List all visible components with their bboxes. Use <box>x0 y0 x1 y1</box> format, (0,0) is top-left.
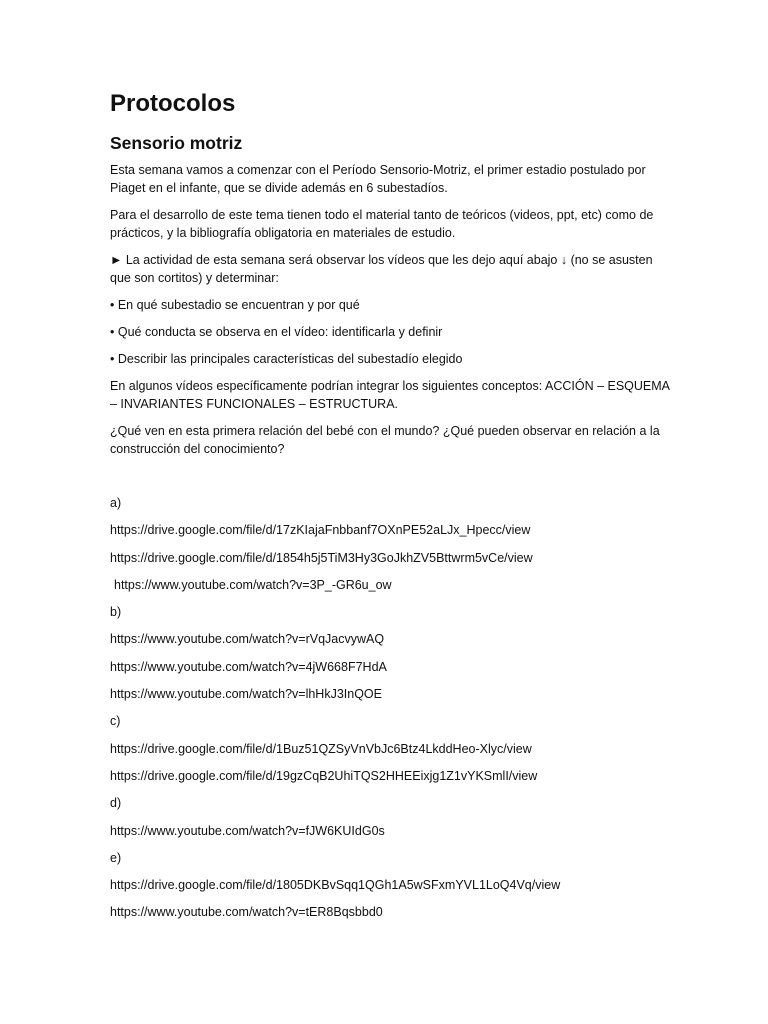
video-link-list <box>110 494 670 921</box>
video-link[interactable]: https://www.youtube.com/watch?v=lhHkJ3InQOE <box>110 687 382 702</box>
group-label-d: d) <box>110 796 122 811</box>
video-link[interactable]: https://drive.google.com/file/d/17zKIajaFnbbanf7OXnPE52aLJx_Hpecc/view <box>110 523 531 538</box>
material-paragraph: Para el desarrollo de este tema tienen todo el material tanto de teóricos (videos, ppt, etc) como de prácticos, y la bibliografía obligatoria en materiales de estudio. <box>110 208 654 240</box>
video-link[interactable]: https://www.youtube.com/watch?v=3P_-GR6u_ow <box>114 577 392 592</box>
group-label-a: a) <box>110 496 122 510</box>
document-page <box>110 86 670 931</box>
intro-paragraph: Esta semana vamos a comenzar con el Período Sensorio-Motriz, el primer estadio postulado por Piaget en el infante, que se divide además en 6 subestadíos. <box>110 163 646 195</box>
video-link[interactable]: https://drive.google.com/file/d/1854h5j5TiM3Hy3GoJkhZV5Bttwrm5vCe/view <box>110 550 533 565</box>
concepts-paragraph: En algunos vídeos específicamente podrían integrar los siguientes conceptos: ACCIÓN – ESQUEMA – INVARIANTES FUNCIONALES – ESTRUCTURA. <box>110 379 670 411</box>
video-link[interactable]: https://www.youtube.com/watch?v=tER8Bqsbbd0 <box>110 905 383 920</box>
video-link[interactable]: https://www.youtube.com/watch?v=4jW668F7HdA <box>110 659 387 674</box>
activity-paragraph: ► La actividad de esta semana será observar los vídeos que les dejo aquí abajo ↓ (no se asusten que son cortitos) y determinar: <box>110 253 653 285</box>
group-label-c: c) <box>110 714 121 729</box>
video-link[interactable]: https://drive.google.com/file/d/19gzCqB2UhiTQS2HHEEixjg1Z1vYKSmlI/view <box>110 768 538 783</box>
bullet-item: • Describir las principales características del subestadío elegido <box>110 352 463 366</box>
section-subtitle: Sensorio motriz <box>110 133 243 153</box>
video-link[interactable]: https://drive.google.com/file/d/1Buz51QZSyVnVbJc6Btz4LkddHeo-Xlyc/view <box>110 741 532 756</box>
bullet-item: • Qué conducta se observa en el vídeo: identificarla y definir <box>110 325 443 339</box>
bullet-item: • En qué subestadio se encuentran y por qué <box>110 298 360 312</box>
questions-paragraph: ¿Qué ven en esta primera relación del bebé con el mundo? ¿Qué pueden observar en relación a la construcción del conocimiento? <box>110 424 660 456</box>
group-label-e: e) <box>110 850 122 865</box>
video-link[interactable]: https://drive.google.com/file/d/1805DKBvSqq1QGh1A5wSFxmYVL1LoQ4Vq/view <box>110 878 561 893</box>
video-link[interactable]: https://www.youtube.com/watch?v=rVqJacvywAQ <box>110 632 385 647</box>
group-label-b: b) <box>110 605 122 620</box>
video-link[interactable]: https://www.youtube.com/watch?v=fJW6KUIdG0s <box>110 823 385 838</box>
page-title: Protocolos <box>110 90 236 117</box>
